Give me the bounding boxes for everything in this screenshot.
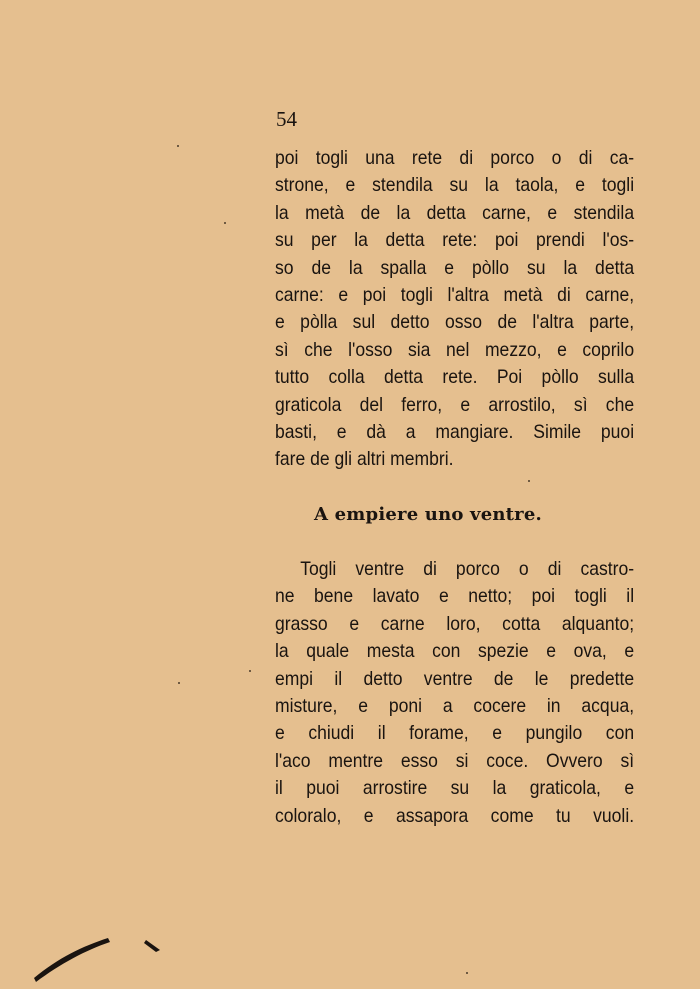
- text-line: su per la detta rete: poi prendi l'os-: [275, 229, 635, 252]
- paper-speck: [249, 670, 251, 672]
- paper-speck: [528, 480, 530, 482]
- paragraph-recipe: [275, 556, 635, 830]
- text-line: poi togli una rete di porco o di ca-: [275, 147, 635, 169]
- text-line: fare de gli altri membri.: [275, 448, 454, 471]
- paper-speck: [177, 145, 179, 147]
- text-line: e pòlla sul detto osso de l'altra parte,: [275, 311, 635, 334]
- text-line: coloralo, e assapora come tu vuoli.: [275, 804, 635, 827]
- text-line: e chiudi il forame, e pungilo con: [275, 722, 635, 745]
- text-line: empi il detto ventre de le predette: [275, 667, 635, 690]
- recipe-heading: A empiere uno ventre.: [314, 504, 542, 525]
- text-line: graticola del ferro, e arrostilo, sì che: [275, 393, 635, 416]
- text-line: basti, e dà a mangiare. Simile puoi: [275, 420, 635, 443]
- paper-speck: [466, 972, 468, 974]
- text-line: la metà de la detta carne, e stendila: [275, 201, 635, 224]
- paper-speck: [178, 682, 180, 684]
- text-line: ne bene lavato e netto; poi togli il: [275, 585, 635, 608]
- paragraph-recipe-continuation: [275, 145, 635, 474]
- text-line: misture, e poni a cocere in acqua,: [275, 694, 635, 717]
- text-line: sì che l'osso sia nel mezzo, e coprilo: [275, 338, 635, 361]
- text-line: grasso e carne loro, cotta alquanto;: [275, 612, 635, 635]
- text-line: l'aco mentre esso si coce. Ovvero sì: [275, 749, 635, 772]
- text-line: il puoi arrostire su la graticola, e: [275, 777, 635, 800]
- ink-stroke-mark: [28, 928, 168, 988]
- page-number: 54: [276, 107, 297, 131]
- text-line: tutto colla detta rete. Poi pòllo sulla: [275, 366, 635, 389]
- text-line: la quale mesta con spezie e ova, e: [275, 640, 635, 663]
- text-line: so de la spalla e pòllo su la detta: [275, 256, 635, 279]
- text-line: Togli ventre di porco o di castro-: [300, 558, 635, 580]
- text-line: carne: e poi togli l'altra metà di carne,: [275, 283, 635, 306]
- paper-speck: [224, 222, 226, 224]
- text-line: strone, e stendila su la taola, e togli: [275, 174, 635, 197]
